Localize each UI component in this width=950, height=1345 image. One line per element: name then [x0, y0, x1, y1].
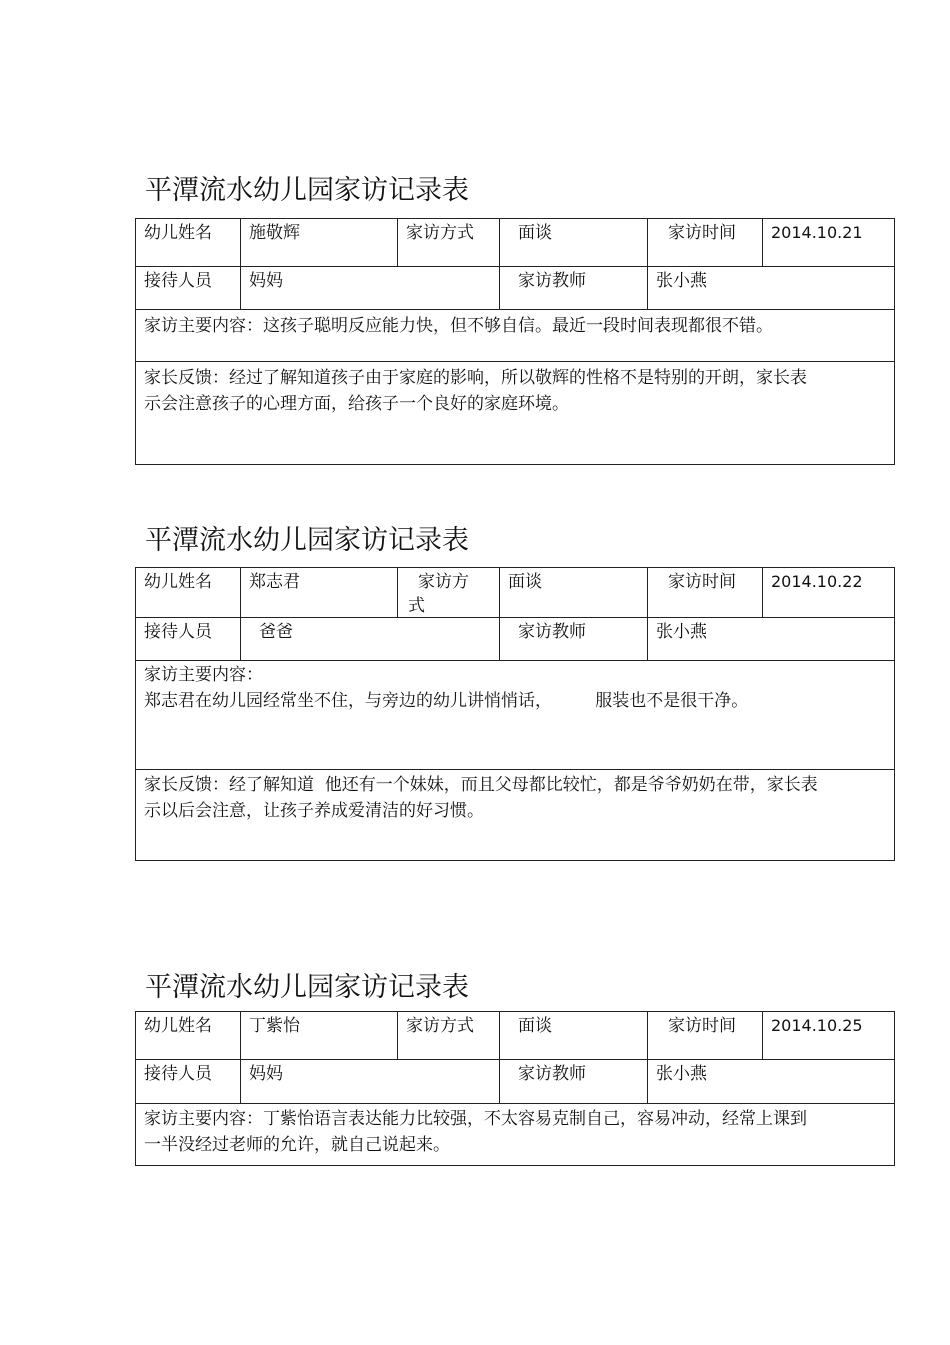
receiver-value: 妈妈: [241, 1060, 500, 1103]
visit-content: [136, 311, 894, 361]
visit-method-value: 面谈: [500, 1012, 648, 1059]
visit-time-label: 家访时间: [648, 568, 763, 617]
parent-feedback-line: 家长反馈：经过了解知道孩子由于家庭的影响，所以敬辉的性格不是特别的开朗，家长表: [144, 368, 807, 388]
parent-feedback: [136, 363, 894, 465]
visit-method-value: 面谈: [500, 219, 648, 266]
teacher-value: 张小燕: [656, 622, 707, 642]
teacher-label: 家访教师: [500, 267, 648, 309]
visit-method-value: 面谈: [500, 568, 648, 617]
row-visit-content: [136, 1104, 894, 1166]
child-name-label: 幼儿姓名: [136, 1012, 241, 1059]
row-basic-info: [136, 568, 894, 618]
visit-content-line: 一半没经过老师的允许，就自己说起来。: [144, 1135, 450, 1155]
row-visit-content: [136, 661, 894, 770]
visit-time-value: 2014.10.25: [771, 1016, 863, 1035]
visit-time-label: 家访时间: [648, 1012, 763, 1059]
child-name-label: 幼儿姓名: [136, 568, 241, 617]
row-parent-feedback: [136, 770, 894, 861]
receiver-label: 接待人员: [136, 618, 241, 660]
visit-time-value: 2014.10.21: [771, 223, 863, 242]
visit-content-line: 家访主要内容：: [144, 665, 263, 685]
parent-feedback-line: 示会注意孩子的心理方面，给孩子一个良好的家庭环境。: [144, 394, 569, 414]
visit-content-line: 家访主要内容：丁紫怡语言表达能力比较强，不太容易克制自己，容易冲动，经常上课到: [144, 1109, 807, 1129]
row-basic-info: [136, 1012, 894, 1060]
record-title: 平潭流水幼儿园家访记录表: [145, 525, 469, 556]
child-name-value: 丁紫怡: [241, 1012, 398, 1059]
child-name-value: 郑志君: [241, 568, 398, 617]
visit-content-line: 家访主要内容：这孩子聪明反应能力快，但不够自信。最近一段时间表现都很不错。: [144, 316, 773, 336]
visit-method-label-line: 式: [408, 596, 425, 616]
visit-record-table: [135, 1011, 895, 1166]
visit-time-label: 家访时间: [648, 219, 763, 266]
child-name-label: 幼儿姓名: [136, 219, 241, 266]
visit-time-value: 2014.10.22: [771, 572, 863, 591]
visit-content: [136, 1104, 894, 1166]
row-visit-content: [136, 310, 894, 362]
receiver-value: 爸爸: [241, 618, 500, 660]
receiver-value: 妈妈: [241, 267, 500, 309]
visit-content-line: 郑志君在幼儿园经常坐不住，与旁边的幼儿讲悄悄话， 服装也不是很干净。: [144, 691, 749, 711]
visit-method-label: 家访方式: [398, 1012, 500, 1059]
parent-feedback-line: 示以后会注意，让孩子养成爱清洁的好习惯。: [144, 801, 484, 821]
visit-record-table: [135, 218, 895, 465]
row-parent-feedback: [136, 362, 894, 465]
teacher-label: 家访教师: [500, 1060, 648, 1103]
visit-method-label: [398, 568, 500, 617]
teacher-value: 张小燕: [656, 1064, 707, 1084]
visit-content: [136, 660, 894, 769]
record-title: 平潭流水幼儿园家访记录表: [145, 175, 469, 206]
parent-feedback-line: 家长反馈：经了解知道 他还有一个妹妹，而且父母都比较忙，都是爷爷奶奶在带，家长表: [144, 775, 818, 795]
receiver-label: 接待人员: [136, 1060, 241, 1103]
row-people: [136, 618, 894, 661]
child-name-value: 施敬辉: [241, 219, 398, 266]
visit-method-label: 家访方式: [398, 219, 500, 266]
teacher-value: 张小燕: [656, 271, 707, 291]
teacher-label: 家访教师: [500, 618, 648, 660]
row-basic-info: [136, 219, 894, 267]
row-people: [136, 1060, 894, 1104]
visit-record-table: [135, 567, 895, 861]
row-people: [136, 267, 894, 310]
parent-feedback: [136, 770, 894, 861]
record-title: 平潭流水幼儿园家访记录表: [145, 972, 469, 1003]
visit-method-label-line: 家访方: [418, 572, 469, 592]
receiver-label: 接待人员: [136, 267, 241, 309]
